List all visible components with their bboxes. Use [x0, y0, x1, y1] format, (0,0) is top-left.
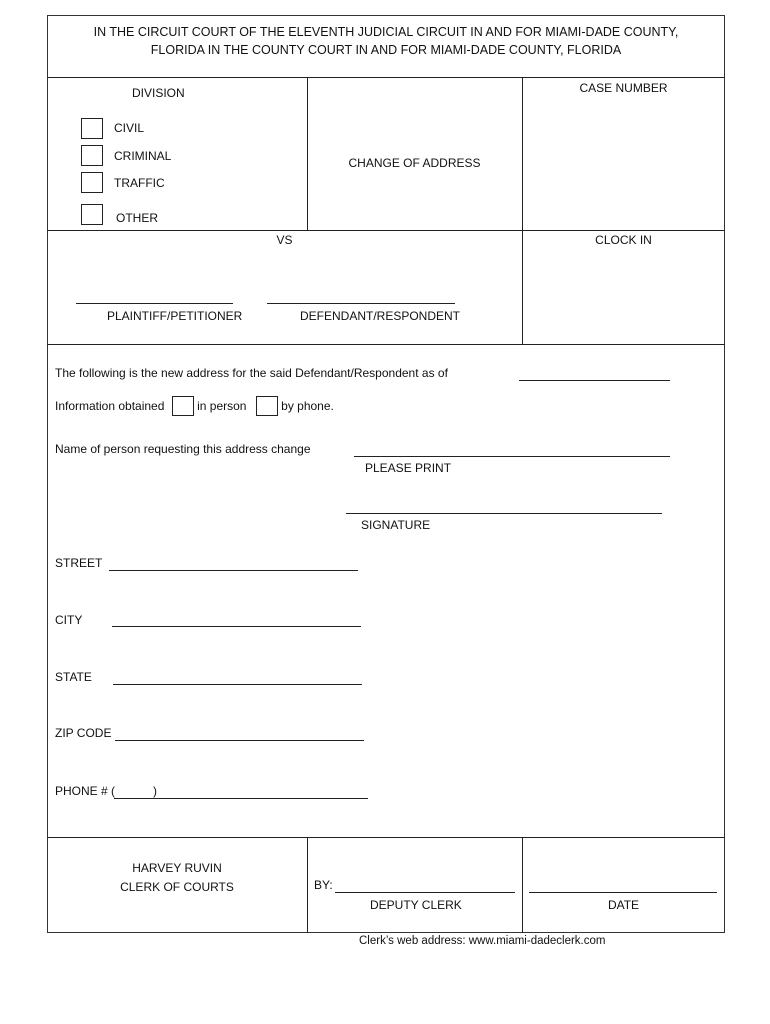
signature-line[interactable] [346, 513, 662, 514]
city-label: CITY [55, 613, 83, 627]
phone-area-open: ( [111, 784, 116, 798]
state-line[interactable] [113, 684, 362, 685]
clerk-block [47, 859, 307, 897]
zip-label: ZIP CODE [55, 726, 112, 740]
plaintiff-line[interactable] [76, 303, 233, 304]
info-obtained-row [55, 396, 334, 416]
division-label: DIVISION [132, 86, 185, 100]
case-number-label: CASE NUMBER [579, 81, 668, 95]
name-requesting-label: Name of person requesting this address change [55, 442, 311, 456]
court-header-line1: IN THE CIRCUIT COURT OF THE ELEVENTH JUDICIAL CIRCUIT IN AND FOR MIAMI-DADE COUNTY, [93, 25, 679, 39]
name-requesting-line[interactable] [354, 456, 670, 457]
web-address: Clerk’s web address: www.miami-dadeclerk.com [359, 935, 606, 947]
parties-row-divider [47, 344, 725, 345]
phone-label: PHONE # [55, 784, 108, 798]
city-line[interactable] [112, 626, 361, 627]
footer-divider-1 [307, 837, 308, 933]
zip-line[interactable] [115, 740, 364, 741]
civil-label: CIVIL [114, 121, 145, 135]
by-phone-label: by phone. [281, 399, 334, 413]
civil-checkbox[interactable] [81, 118, 103, 139]
by-phone-checkbox[interactable] [256, 396, 278, 416]
form-title: CHANGE OF ADDRESS [348, 156, 481, 170]
other-checkbox[interactable] [81, 204, 103, 225]
street-line[interactable] [109, 570, 358, 571]
defendant-label: DEFENDANT/RESPONDENT [300, 309, 461, 323]
in-person-label: in person [197, 399, 247, 413]
deputy-clerk-label: DEPUTY CLERK [370, 898, 462, 912]
criminal-label: CRIMINAL [114, 149, 172, 163]
phone-row [55, 784, 115, 798]
other-label: OTHER [116, 211, 158, 225]
criminal-checkbox[interactable] [81, 145, 103, 166]
vs-label: VS [276, 233, 293, 247]
date-label: DATE [607, 898, 640, 912]
phone-line[interactable] [114, 798, 368, 799]
info-obtained-label: Information obtained [55, 399, 165, 413]
date-line[interactable] [529, 892, 717, 893]
please-print-label: PLEASE PRINT [365, 461, 452, 475]
footer-divider-2 [522, 837, 523, 933]
division-row-divider [47, 230, 725, 231]
clerk-title: CLERK OF COURTS [120, 880, 234, 894]
case-clock-divider [522, 77, 523, 344]
court-header [47, 23, 725, 59]
new-address-text: The following is the new address for the said Defendant/Respondent as of [55, 366, 448, 380]
signature-label: SIGNATURE [361, 518, 431, 532]
by-label: BY: [314, 878, 333, 892]
footer-divider [47, 837, 725, 838]
traffic-checkbox[interactable] [81, 172, 103, 193]
clerk-name: HARVEY RUVIN [132, 861, 222, 875]
street-label: STREET [55, 556, 103, 570]
plaintiff-label: PLAINTIFF/PETITIONER [107, 309, 243, 323]
defendant-line[interactable] [267, 303, 455, 304]
clock-in-label: CLOCK IN [595, 233, 652, 247]
state-label: STATE [55, 670, 92, 684]
as-of-date-line[interactable] [519, 380, 670, 381]
deputy-signature-line[interactable] [335, 892, 515, 893]
traffic-label: TRAFFIC [114, 176, 165, 190]
header-divider [47, 77, 725, 78]
court-header-line2: FLORIDA IN THE COUNTY COURT IN AND FOR MIAMI-DADE COUNTY, FLORIDA [150, 43, 622, 57]
division-title-divider [307, 77, 308, 230]
in-person-checkbox[interactable] [172, 396, 194, 416]
phone-area-close: ) [153, 784, 157, 798]
